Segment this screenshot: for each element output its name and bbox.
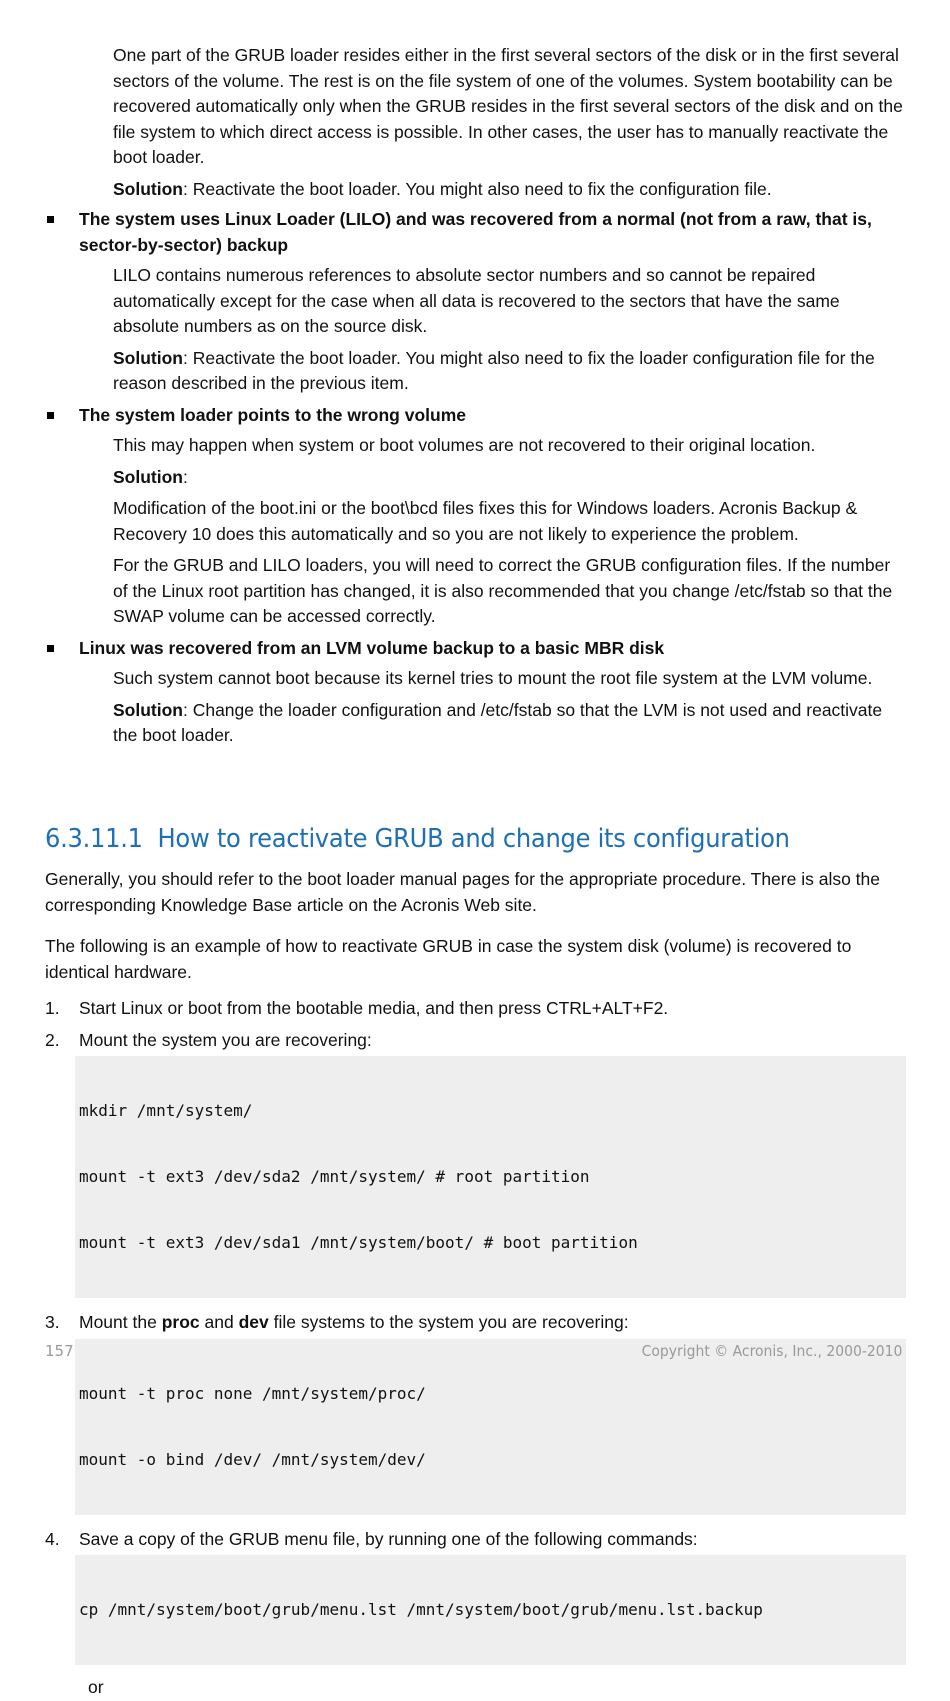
code-line: cp /mnt/system/boot/grub/menu.lst /mnt/system/boot/grub/menu.lst.backup	[79, 1600, 763, 1619]
solution-label: Solution	[113, 178, 183, 199]
bullet-square-icon	[47, 216, 54, 223]
bullet-item-lvm	[79, 636, 906, 662]
bullet-solution	[113, 346, 906, 397]
bullet-paragraph: LILO contains numerous references to absolute sector numbers and so cannot be repaired automatically except for the case when all data is recovered to the sectors that have the same absolute numbers as on the source disk.	[113, 265, 840, 336]
or-text: or	[88, 1677, 104, 1697]
code-block	[75, 1555, 906, 1665]
intro-block	[113, 43, 906, 208]
bullet-body-lilo	[113, 263, 906, 397]
bullet-body-wrong-volume	[113, 433, 906, 630]
bullet-title: The system loader points to the wrong volume	[79, 404, 466, 425]
section-title: How to reactivate GRUB and change its configuration	[157, 824, 790, 854]
section-paragraph: Generally, you should refer to the boot loader manual pages for the appropriate procedure. There is also the corresponding Knowledge Base article on the Acronis Web site.	[45, 869, 881, 915]
solution-text: : Reactivate the boot loader. You might also need to fix the loader configuration file for the reason described in the previous item.	[113, 347, 875, 393]
step-mid: and	[199, 1312, 239, 1332]
section-heading	[45, 824, 790, 854]
bullet-title: Linux was recovered from an LVM volume backup to a basic MBR disk	[79, 637, 665, 658]
step-bold-proc: proc	[161, 1312, 200, 1332]
solution-text: :	[182, 466, 188, 487]
code-line: mount -t ext3 /dev/sda2 /mnt/system/ # root partition	[79, 1167, 590, 1186]
code-line: mkdir /mnt/system/	[79, 1101, 253, 1120]
bullet-list	[0, 207, 950, 755]
copyright-notice: Copyright © Acronis, Inc., 2000-2010	[641, 1342, 902, 1360]
step-number: 2.	[45, 1029, 60, 1050]
step-post: file systems to the system you are recovering:	[268, 1312, 629, 1332]
step-text: Mount the system you are recovering:	[79, 1029, 372, 1050]
bullet-item-wrong-volume	[79, 403, 906, 429]
bullet-title: The system uses Linux Loader (LILO) and was recovered from a normal (not from a raw, that is, sector-by-sector) backup	[79, 209, 872, 255]
step-bold-dev: dev	[238, 1312, 269, 1332]
solution-label: Solution	[113, 466, 183, 487]
bullet-paragraph: This may happen when system or boot volumes are not recovered to their original location.	[113, 435, 816, 455]
step-item	[45, 1028, 906, 1054]
bullet-body-lvm	[113, 666, 906, 749]
step-number: 1.	[45, 998, 60, 1018]
code-block	[75, 1339, 906, 1515]
solution-text: : Reactivate the boot loader. You might also need to fix the configuration file.	[182, 178, 772, 199]
bullet-square-icon	[47, 645, 54, 652]
intro-solution	[113, 177, 906, 203]
bullet-extra-paragraph: Modification of the boot.ini or the boot\bcd files fixes this for Windows loaders. Acronis Backup & Recovery 10 does this automatically and so you are not likely to experience the problem.	[113, 498, 858, 544]
step-item	[45, 996, 906, 1022]
solution-text: : Change the loader configuration and /etc/fstab so that the LVM is not used and reactivate the boot loader.	[113, 699, 883, 745]
step-number: 4.	[45, 1528, 60, 1549]
step-number: 3.	[45, 1312, 60, 1332]
bullet-solution	[113, 698, 906, 749]
step-item	[45, 1527, 906, 1553]
step-pre: Mount the	[79, 1312, 162, 1332]
bullet-extra-paragraph: For the GRUB and LILO loaders, you will need to correct the GRUB configuration files. If the number of the Linux root partition has changed, it is also recommended that you change /etc/fstab so that the SWAP volume can be accessed correctly.	[113, 555, 893, 626]
bullet-solution	[113, 465, 906, 491]
step-text: Start Linux or boot from the bootable media, and then press CTRL+ALT+F2.	[79, 998, 669, 1018]
section-paragraph: The following is an example of how to reactivate GRUB in case the system disk (volume) is recovered to identical hardware.	[45, 936, 852, 982]
code-block	[75, 1056, 906, 1298]
solution-label: Solution	[113, 699, 183, 720]
bullet-square-icon	[47, 412, 54, 419]
code-line: mount -t ext3 /dev/sda1 /mnt/system/boot/ # boot partition	[79, 1233, 638, 1252]
step-text: Save a copy of the GRUB menu file, by running one of the following commands:	[79, 1528, 698, 1549]
section-number: 6.3.11.1	[45, 824, 143, 854]
code-line: mount -o bind /dev/ /mnt/system/dev/	[79, 1449, 426, 1469]
bullet-paragraph: Such system cannot boot because its kernel tries to mount the root file system at the LVM volume.	[113, 668, 873, 688]
solution-label: Solution	[113, 347, 183, 368]
intro-paragraph: One part of the GRUB loader resides either in the first several sectors of the disk or in the first several sectors of the volume. The rest is on the file system of one of the volumes. System bootability can be recovered automatically only when the GRUB resides in the first several sectors of the disk and on the file system to which direct access is possible. In other cases, the user has to manually reactivate the boot loader.	[113, 45, 903, 167]
step-item	[45, 1310, 906, 1336]
code-line: mount -t proc none /mnt/system/proc/	[79, 1383, 426, 1403]
page-number: 157	[45, 1342, 74, 1360]
bullet-item-lilo	[79, 207, 906, 258]
section-body	[45, 867, 906, 1001]
